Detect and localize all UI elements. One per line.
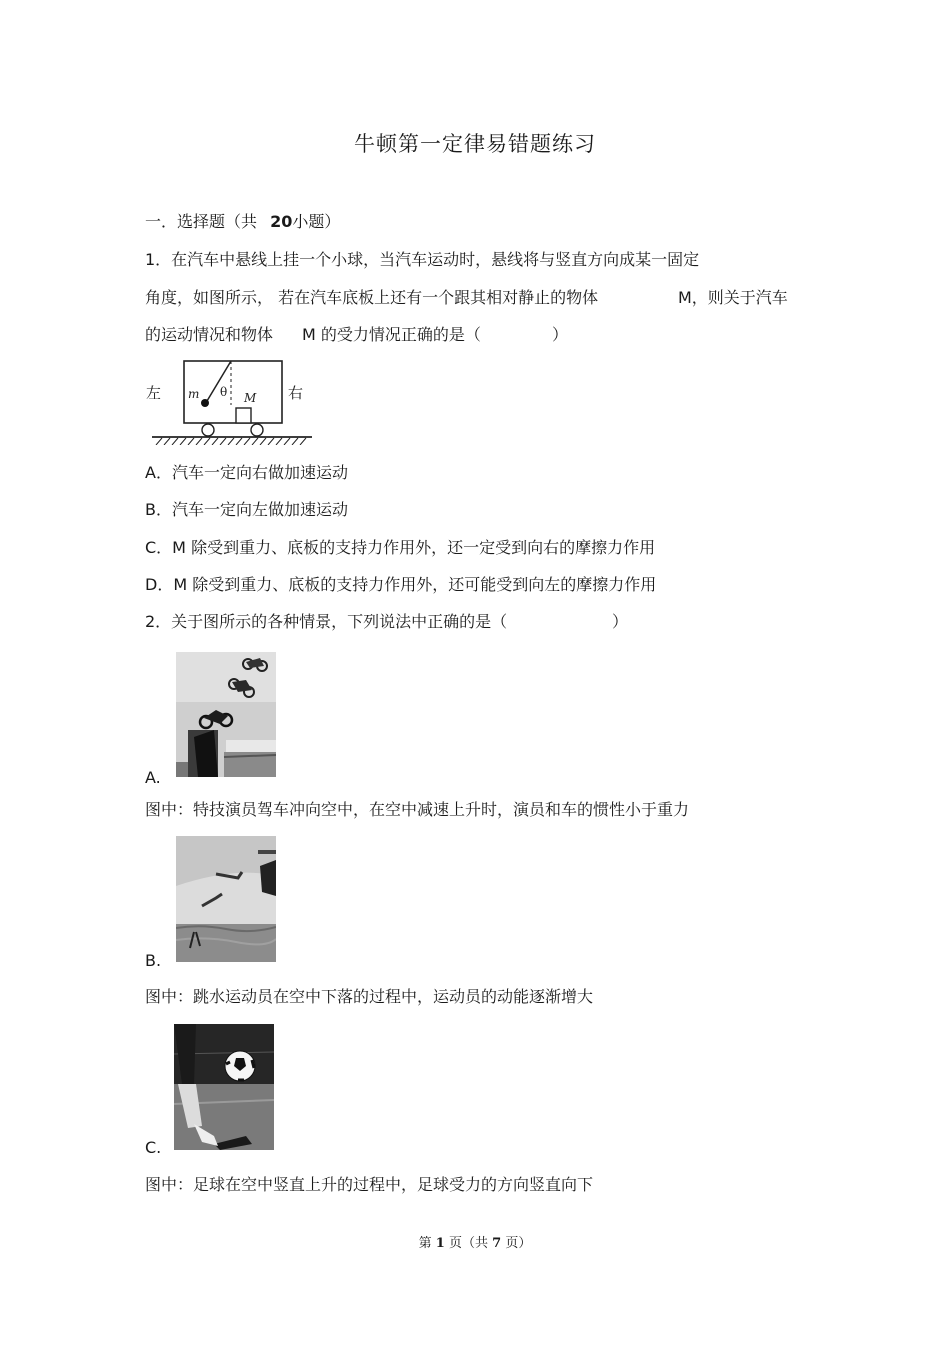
pendulum-ball — [201, 399, 209, 407]
section-count: 20 — [270, 212, 293, 231]
section-suffix: 小题） — [292, 212, 341, 231]
q1-option-b: B．汽车一定向左做加速运动 — [145, 500, 348, 519]
q1-line3a: 的运动情况和物体 — [145, 325, 274, 344]
page-title: 牛顿第一定律易错题练习 — [354, 132, 596, 156]
q1-line2b: M，则关于汽车 — [678, 288, 788, 307]
block-M — [236, 408, 251, 423]
q1-option-c: C．M 除受到重力、底板的支持力作用外，还一定受到向右的摩擦力作用 — [145, 538, 656, 557]
q2-stem: 2．关于图所示的各种情景，下列说法中正确的是（ — [145, 612, 508, 631]
ground-hatching — [156, 438, 306, 445]
footer-page-number: 1 — [435, 1236, 445, 1251]
label-right: 右 — [288, 384, 304, 402]
photo-diver — [176, 836, 276, 962]
section-heading — [145, 212, 340, 232]
label-M: M — [244, 391, 257, 405]
wheel-right — [251, 424, 263, 436]
page-footer — [0, 1232, 950, 1251]
footer-total-pages: 7 — [492, 1236, 502, 1251]
q2-option-a-text: 图中：特技演员驾车冲向空中，在空中减速上升时，演员和车的惯性小于重力 — [145, 800, 690, 819]
q1-option-d: D．M 除受到重力、底板的支持力作用外，还可能受到向左的摩擦力作用 — [145, 575, 657, 594]
photo-motorcycle-stunt — [176, 652, 276, 777]
q2-option-c-label: C. — [145, 1138, 162, 1157]
photo-soccer-kick — [174, 1024, 274, 1150]
q2-stem-end: ） — [612, 612, 629, 631]
q1-option-a: A．汽车一定向右做加速运动 — [145, 463, 348, 482]
q1-line2a: 角度，如图所示， 若在汽车底板上还有一个跟其相对静止的物体 — [145, 288, 599, 307]
wheel-left — [202, 424, 214, 436]
q2-option-b-text: 图中：跳水运动员在空中下落的过程中，运动员的动能逐渐增大 — [145, 987, 594, 1006]
q2-option-b-label: B. — [145, 951, 162, 970]
q2-option-c-text: 图中：足球在空中竖直上升的过程中，足球受力的方向竖直向下 — [145, 1175, 594, 1194]
car-diagram — [140, 355, 320, 445]
q2-option-a-label: A. — [145, 768, 161, 787]
label-left: 左 — [146, 384, 162, 402]
footer-middle: 页（共 — [448, 1236, 488, 1251]
pendulum-string — [207, 361, 231, 401]
section-prefix: 一．选择题（共 — [145, 212, 258, 231]
q1-line1: 1．在汽车中悬线上挂一个小球，当汽车运动时，悬线将与竖直方向成某一固定 — [145, 250, 700, 269]
q1-line3b: M 的受力情况正确的是（ — [302, 325, 481, 344]
label-m: m — [188, 387, 200, 401]
q1-line3c: ） — [552, 325, 569, 344]
label-theta: θ — [220, 385, 228, 399]
footer-prefix: 第 — [418, 1236, 432, 1251]
footer-suffix: 页） — [505, 1236, 532, 1251]
